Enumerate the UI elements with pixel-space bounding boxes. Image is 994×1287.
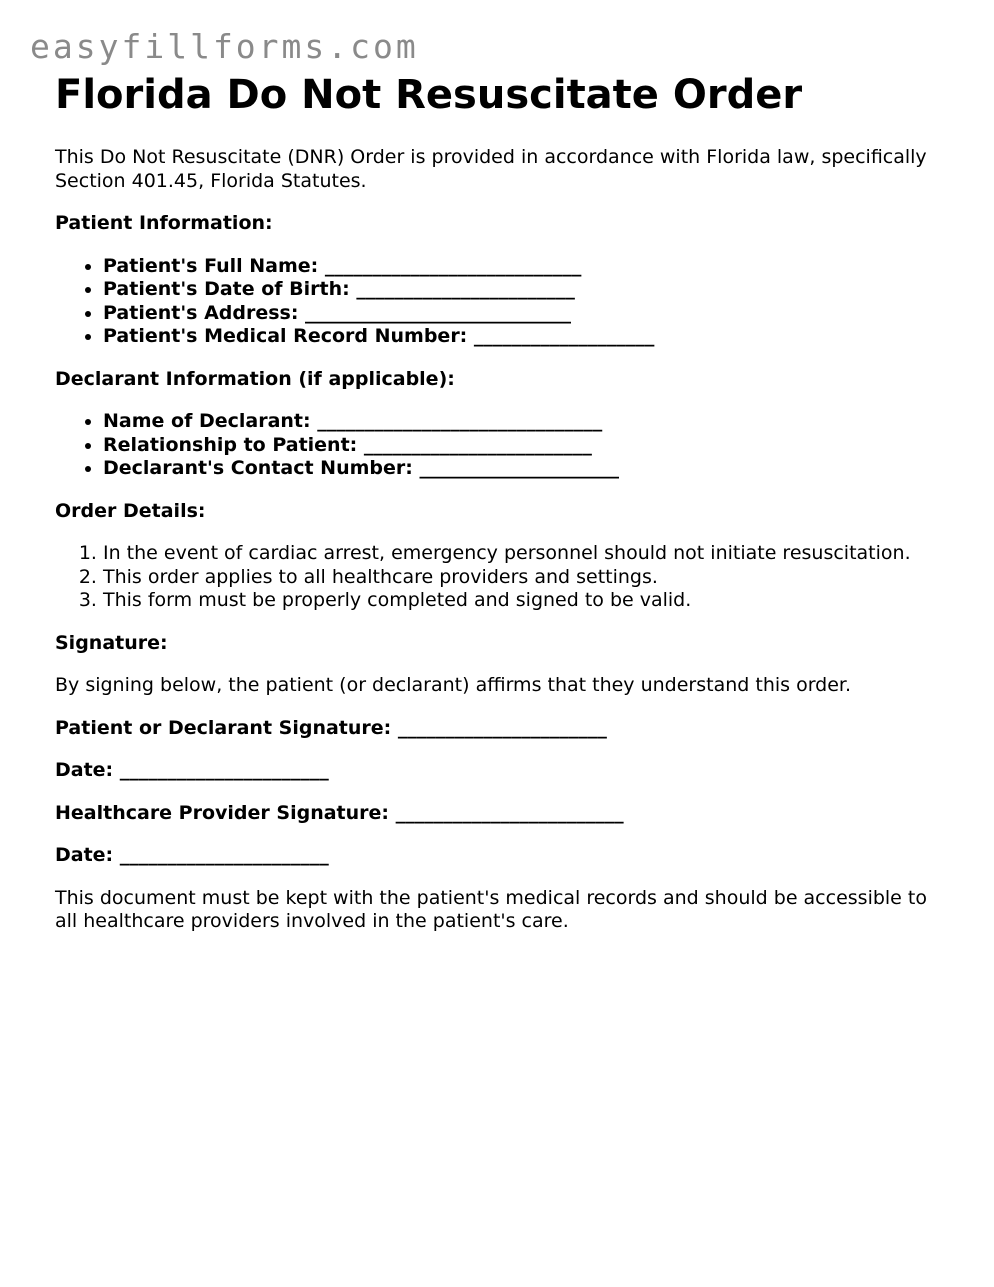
declarant-contact-number-field: • Declarant's Contact Number: _____________________ [103,457,955,481]
signature-heading: Signature: [55,631,168,654]
patient-full-name-field: • Patient's Full Name: ___________________________ [103,255,955,279]
provider-signature-date-line: Date: ______________________ [55,844,329,866]
patient-declarant-signature-line: Patient or Declarant Signature: ______________________ [55,716,607,739]
patient-medical-record-number-field: • Patient's Medical Record Number: ___________________ [103,325,955,349]
patient-information-heading: Patient Information: [55,212,273,234]
declarant-information-list [55,410,955,481]
healthcare-provider-signature-line: Healthcare Provider Signature: ________________________ [55,801,624,824]
order-detail-item: 3. This form must be properly completed and signed to be valid. [103,589,955,613]
declarant-information-heading: Declarant Information (if applicable): [55,367,455,390]
page-title: Florida Do Not Resuscitate Order [55,72,803,118]
watermark: easyfillforms.com [30,27,419,66]
patient-address-field: • Patient's Address: ____________________________ [103,302,955,326]
document-page [55,72,955,953]
order-details-list [55,542,955,613]
intro-paragraph: This Do Not Resuscitate (DNR) Order is provided in accordance with Florida law, specifically Section 401.45, Florida Statutes. [55,146,927,192]
signature-statement: By signing below, the patient (or declarant) affirms that they understand this order. [55,674,852,696]
order-details-heading: Order Details: [55,499,206,522]
relationship-to-patient-field: • Relationship to Patient: ________________________ [103,434,955,458]
footer-note: This document must be kept with the patient's medical records and should be accessible to all healthcare providers involved in the patient's care. [55,886,927,932]
declarant-name-field: • Name of Declarant: ______________________________ [103,410,955,434]
order-detail-item: 2. This order applies to all healthcare providers and settings. [103,566,955,590]
patient-signature-date-line: Date: ______________________ [55,759,329,781]
patient-information-list [55,255,955,349]
order-detail-item: 1. In the event of cardiac arrest, emergency personnel should not initiate resuscitation. [103,542,955,566]
patient-date-of-birth-field: • Patient's Date of Birth: _______________________ [103,278,955,302]
